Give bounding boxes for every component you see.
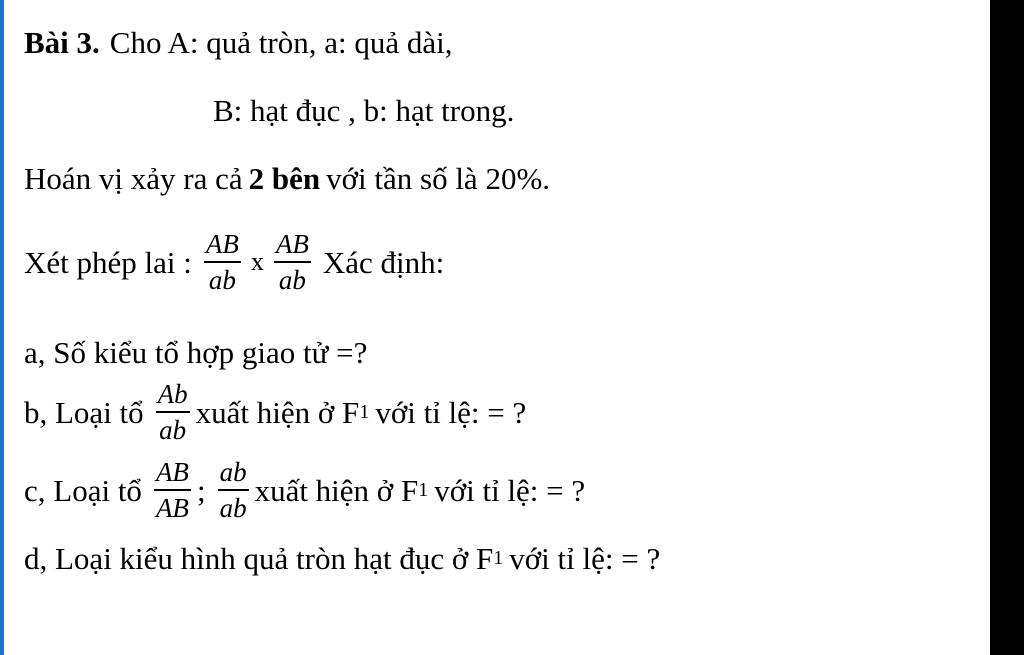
question-c-text-end: với tỉ lệ: = ? [434, 472, 586, 508]
question-b-subscript: 1 [359, 401, 370, 423]
question-b-fraction [156, 380, 190, 445]
problem-title: Bài 3. [24, 24, 100, 60]
question-b-text-after: xuất hiện ở F [195, 394, 360, 430]
fraction-numerator: Ab [156, 380, 190, 413]
cross-symbol: x [250, 247, 264, 276]
question-d-text-end: với tỉ lệ: = ? [509, 540, 661, 576]
question-b [24, 378, 527, 445]
question-d [24, 536, 660, 580]
problem-title-line [24, 20, 452, 64]
question-c-text-after: xuất hiện ở F [254, 472, 419, 508]
fraction-numerator: AB [204, 230, 241, 263]
cross-right-fraction [274, 230, 311, 295]
fraction-numerator: AB [274, 230, 311, 263]
frequency-text-after: với tần số là 20%. [326, 160, 551, 196]
question-c-subscript: 1 [418, 479, 429, 501]
right-dark-border [990, 0, 1024, 655]
question-c-separator: ; [196, 472, 206, 508]
fraction-numerator: ab [218, 458, 249, 491]
cross-left-fraction [204, 230, 241, 295]
question-d-subscript: 1 [493, 547, 504, 569]
definition-b: B: hạt đục , b: hạt trong. [213, 92, 515, 128]
fraction-denominator: AB [155, 493, 189, 523]
definition-a: Cho A: quả tròn, a: quả dài, [109, 24, 453, 60]
fraction-numerator: AB [154, 458, 191, 491]
cross-line [24, 228, 445, 295]
fraction-denominator: ab [208, 265, 236, 295]
fraction-denominator: ab [219, 493, 247, 523]
question-a-text: a, Số kiểu tổ hợp giao tử =? [24, 334, 368, 370]
definition-b-line [213, 88, 514, 132]
fraction-denominator: ab [278, 265, 306, 295]
frequency-text-before: Hoán vị xảy ra cả [24, 160, 243, 196]
question-d-text-before: d, Loại kiểu hình quả tròn hạt đục ở F [24, 540, 494, 576]
frequency-line [24, 156, 550, 200]
question-c [24, 456, 586, 523]
question-c-text-before: c, Loại tổ [24, 472, 142, 508]
question-c-fraction-2 [218, 458, 249, 523]
cross-label: Xét phép lai : [24, 244, 192, 280]
question-a [24, 330, 367, 374]
cross-determine: Xác định: [322, 244, 445, 280]
fraction-denominator: ab [159, 415, 187, 445]
question-b-text-end: với tỉ lệ: = ? [375, 394, 527, 430]
question-c-fraction-1 [154, 458, 191, 523]
frequency-bold: 2 bên [248, 160, 321, 196]
question-b-text-before: b, Loại tổ [24, 394, 144, 430]
